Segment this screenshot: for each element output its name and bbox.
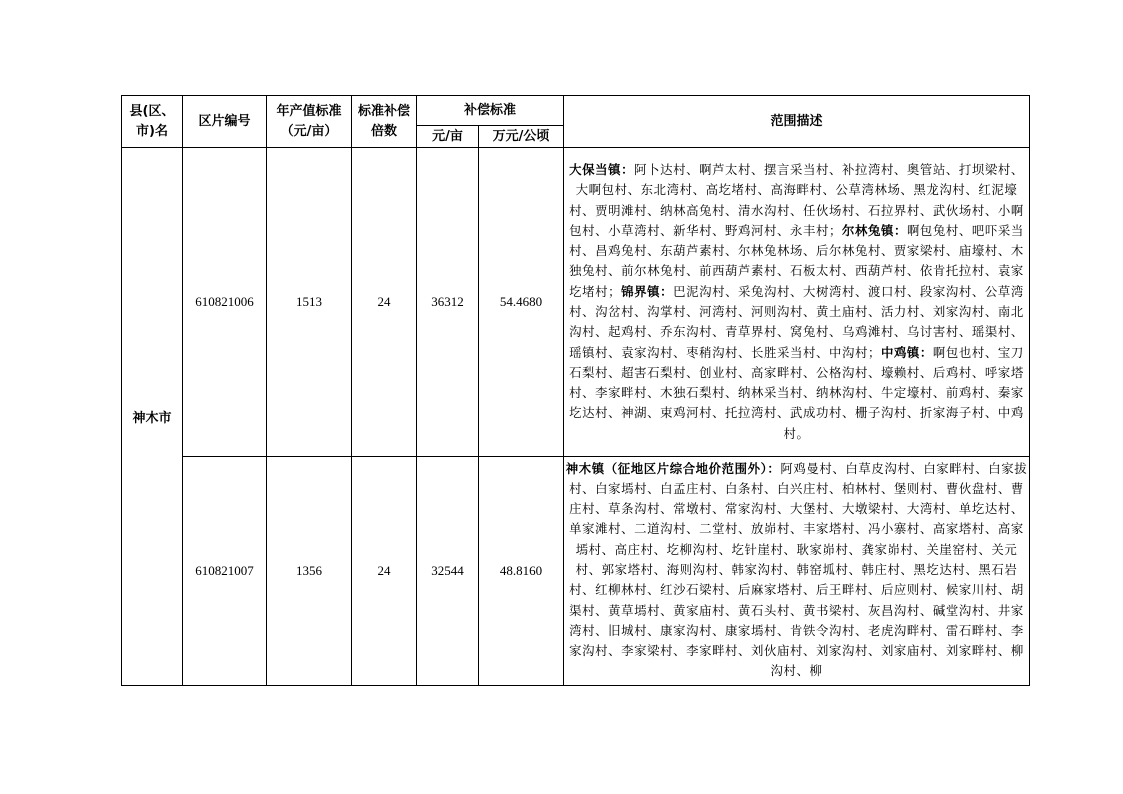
town-name: 神木镇（征地区片综合地价范围外）： xyxy=(565,460,781,476)
header-wan-per-hectare: 万元/公顷 xyxy=(479,126,564,148)
header-zone-code: 区片编号 xyxy=(183,96,267,148)
multiplier: 24 xyxy=(352,148,417,457)
town-name: 中鸡镇： xyxy=(880,344,933,360)
scope-description xyxy=(564,148,1030,457)
header-annual-value: 年产值标准（元/亩） xyxy=(267,96,352,148)
annual-value: 1513 xyxy=(267,148,352,457)
village-list: 巴泥沟村、采兔沟村、大树湾村、渡口村、段家沟村、公草湾村、沟岔村、沟掌村、河湾村、河则沟村、黄土庙村、活力村、刘家沟村、南北沟村、起鸡村、乔东沟村、青草界村、窝兔村、乌鸡滩村、乌讨害村、瑶渠村、瑶镇村、袁家沟村、枣稍沟村、长胜采当村、中沟村； xyxy=(569,283,1024,360)
town-name: 尔林兔镇： xyxy=(841,222,907,238)
table-row xyxy=(122,148,1030,457)
scope-description xyxy=(564,457,1030,686)
village-list: 啊包也村、宝刀石梨村、超害石梨村、创业村、高家畔村、公格沟村、壕赖村、后鸡村、呼家塔村、李家畔村、木独石梨村、纳林采当村、纳林沟村、牛定壕村、前鸡村、秦家圪达村、神湖、束鸡河村、托拉湾村、武成功村、栅子沟村、折家海子村、中鸡村。 xyxy=(569,344,1024,441)
header-compensation: 补偿标准 xyxy=(417,96,564,126)
multiplier: 24 xyxy=(352,457,417,686)
village-list: 阿卜达村、啊芦太村、摆言采当村、补拉湾村、奥管站、打坝梁村、大啊包村、东北湾村、高圪堵村、高海畔村、公草湾林场、黑龙沟村、红泥壕村、贾明滩村、纳林高兔村、清水沟村、任伙场村、石拉界村、武伙场村、小啊包村、小草湾村、新华村、野鸡河村、永丰村； xyxy=(569,161,1024,238)
header-multiplier: 标准补偿倍数 xyxy=(352,96,417,148)
annual-value: 1356 xyxy=(267,457,352,686)
wan-per-hectare: 54.4680 xyxy=(479,148,564,457)
header-yuan-per-mu: 元/亩 xyxy=(417,126,479,148)
land-compensation-table xyxy=(121,95,1030,686)
zone-code: 610821006 xyxy=(183,148,267,457)
yuan-per-mu: 32544 xyxy=(417,457,479,686)
village-list: 阿鸡曼村、白草皮沟村、白家畔村、白家拔村、白家墕村、白孟庄村、白条村、白兴庄村、柏林村、堡则村、曹伙盘村、曹庄村、草条沟村、常墩村、常家沟村、大堡村、大墩梁村、大湾村、单圪达村、单家滩村、二道沟村、二堂村、放峁村、丰家塔村、冯小寨村、高家塔村、高家墕村、高庄村、圪柳沟村、圪针崖村、耿家峁村、龚家峁村、关崖窑村、关元村、郭家塔村、海则沟村、韩家沟村、韩窑坬村、韩庄村、黑圪达村、黑石岩村、红柳林村、红沙石梁村、后麻家塔村、后王畔村、后应则村、候家川村、胡渠村、黄草墕村、黄家庙村、黄石头村、黄书梁村、灰昌沟村、碱堂沟村、井家湾村、旧城村、康家沟村、康家墕村、肯铁令沟村、老虎沟畔村、雷石畔村、李家沟村、李家梁村、李家畔村、刘伙庙村、刘家沟村、刘家庙村、刘家畔村、柳沟村、柳 xyxy=(569,460,1028,679)
town-name: 大保当镇： xyxy=(569,161,635,177)
yuan-per-mu: 36312 xyxy=(417,148,479,457)
table-row xyxy=(122,457,1030,686)
zone-code: 610821007 xyxy=(183,457,267,686)
village-list: 啊包兔村、吧吓采当村、昌鸡兔村、东葫芦素村、尔林兔林场、后尔林兔村、贾家梁村、庙壕村、木独兔村、前尔林兔村、前西葫芦素村、石板太村、西葫芦村、依肯托拉村、袁家圪堵村； xyxy=(569,222,1024,299)
header-scope: 范围描述 xyxy=(564,96,1030,148)
town-name: 锦界镇： xyxy=(621,283,674,299)
header-county: 县(区、市)名 xyxy=(122,96,183,148)
wan-per-hectare: 48.8160 xyxy=(479,457,564,686)
county-name: 神木市 xyxy=(122,148,183,686)
